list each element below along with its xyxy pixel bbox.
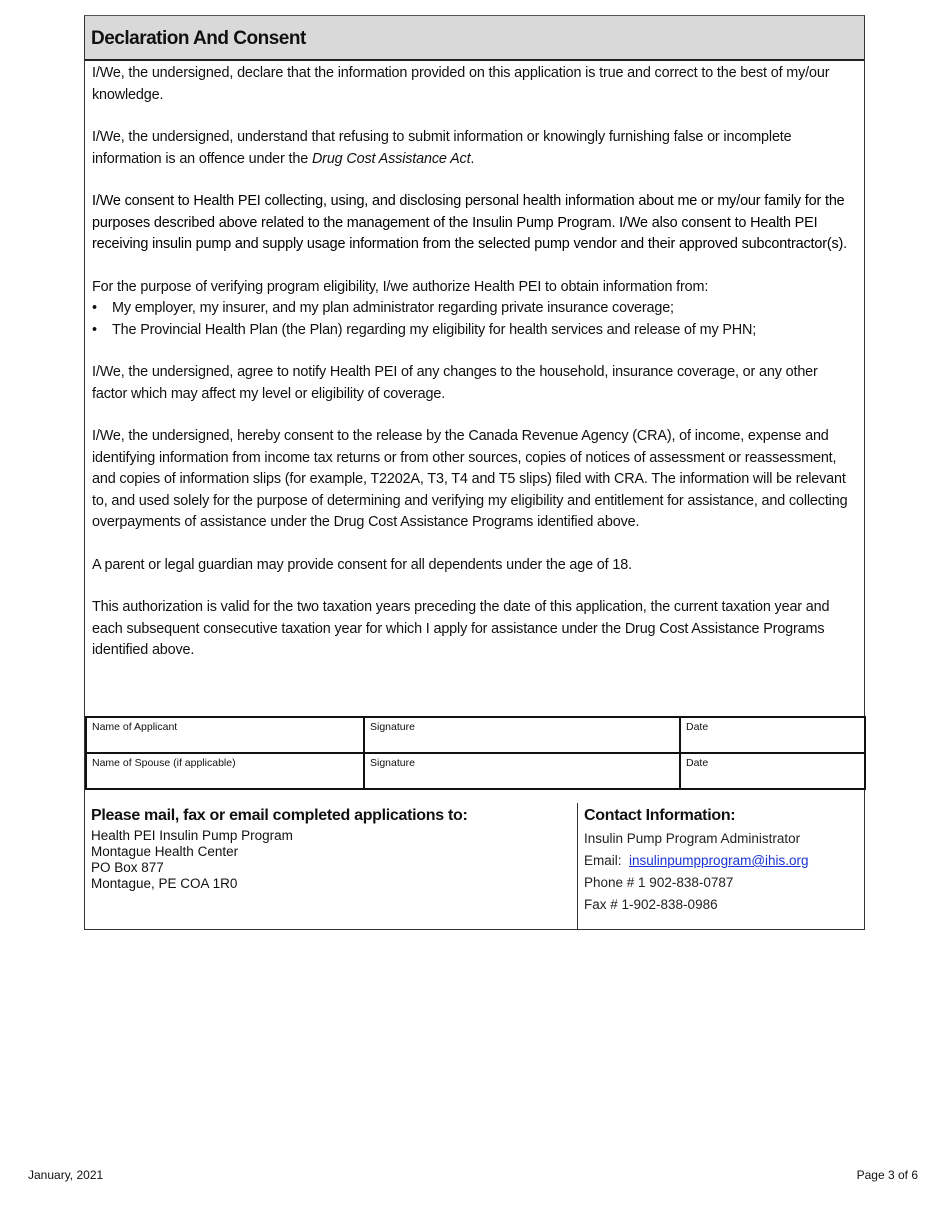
- email-label: Email:: [584, 853, 630, 868]
- table-row: [86, 717, 865, 753]
- contact-admin: Insulin Pump Program Administrator: [584, 831, 801, 846]
- authorization-block: [92, 277, 856, 342]
- paragraph-guardian: A parent or legal guardian may provide consent for all dependents under the age of 18.: [92, 556, 632, 573]
- act-name: Drug Cost Assistance Act: [311, 150, 471, 167]
- footer-date: January, 2021: [28, 1168, 104, 1182]
- spouse-signature-field[interactable]: Signature: [364, 753, 680, 789]
- signature-table: [85, 716, 866, 790]
- bullet-list: [92, 298, 856, 341]
- declaration-section: [84, 15, 865, 930]
- mail-heading: Please mail, fax or email completed applications to:: [91, 807, 468, 824]
- paragraph-declaration: I/We, the undersigned, declare that the information provided on this application is true and correct to the best of my/our knowledge.: [92, 65, 830, 103]
- applicant-date-field[interactable]: Date: [680, 717, 865, 753]
- email-link[interactable]: insulinpumpprogram@ihis.org: [629, 853, 809, 868]
- paragraph-consent: I/We consent to Health PEI collecting, using, and disclosing personal health information about me or my/our family for the purposes described above related to the management of the Insulin Pump Program. I/We also consent to Health PEI receiving insulin pump and supply usage information from the selected pump vendor and their approved subcontractor(s).: [92, 193, 848, 252]
- paragraph-cra: I/We, the undersigned, hereby consent to the release by the Canada Revenue Agency (CRA), of income, expense and identifying information from income tax returns or from other sources, copies of notices of assessment or reassessment, and copies of information slips (for example, T2202A, T3, T4 and T5 slips) filed with CRA. The information will be relevant to, and used solely for the purpose of determining and verifying my eligibility and entitlement for assistance, and collecting overpayments of assistance under the Drug Cost Assistance Programs identified above.: [92, 428, 848, 530]
- mailing-contact-section: [85, 803, 866, 930]
- list-item: • The Provincial Health Plan (the Plan) regarding my eligibility for health services and release of my PHN;: [92, 320, 856, 342]
- list-item: • My employer, my insurer, and my plan administrator regarding private insurance coverage;: [92, 298, 856, 320]
- applicant-name-field[interactable]: Name of Applicant: [86, 717, 364, 753]
- text: I/We, the undersigned, understand that refusing to submit information or knowingly furnishing false or incomplete information is an offence under the: [92, 129, 792, 167]
- table-row: [86, 753, 865, 789]
- text: .: [470, 150, 475, 167]
- contact-email: [584, 850, 860, 872]
- address-line: Health PEI Insulin Pump Program: [91, 828, 293, 843]
- mailing-address: [85, 803, 578, 930]
- section-title: Declaration And Consent: [85, 16, 864, 61]
- contact-phone: Phone # 1 902-838-0787: [584, 875, 734, 890]
- address-line: Montague, PE COA 1R0: [91, 876, 238, 891]
- paragraph-offence: [92, 127, 856, 170]
- spouse-name-field[interactable]: Name of Spouse (if applicable): [86, 753, 364, 789]
- paragraph-authorize: For the purpose of verifying program eligibility, I/we authorize Health PEI to obtain information from:: [92, 278, 709, 295]
- paragraph-notify: I/We, the undersigned, agree to notify Health PEI of any changes to the household, insurance coverage, or any other factor which may affect my level or eligibility of coverage.: [92, 364, 818, 402]
- address-line: PO Box 877: [91, 860, 164, 875]
- applicant-signature-field[interactable]: Signature: [364, 717, 680, 753]
- contact-info: [578, 803, 866, 930]
- page-number: Page 3 of 6: [856, 1168, 918, 1182]
- contact-fax: Fax # 1-902-838-0986: [584, 897, 718, 912]
- spouse-date-field[interactable]: Date: [680, 753, 865, 789]
- paragraph-validity: This authorization is valid for the two taxation years preceding the date of this application, the current taxation year and each subsequent consecutive taxation year for which I apply for assistance under the Drug Cost Assistance Programs identified above.: [92, 599, 830, 658]
- contact-heading: Contact Information:: [584, 807, 736, 824]
- address-line: Montague Health Center: [91, 844, 239, 859]
